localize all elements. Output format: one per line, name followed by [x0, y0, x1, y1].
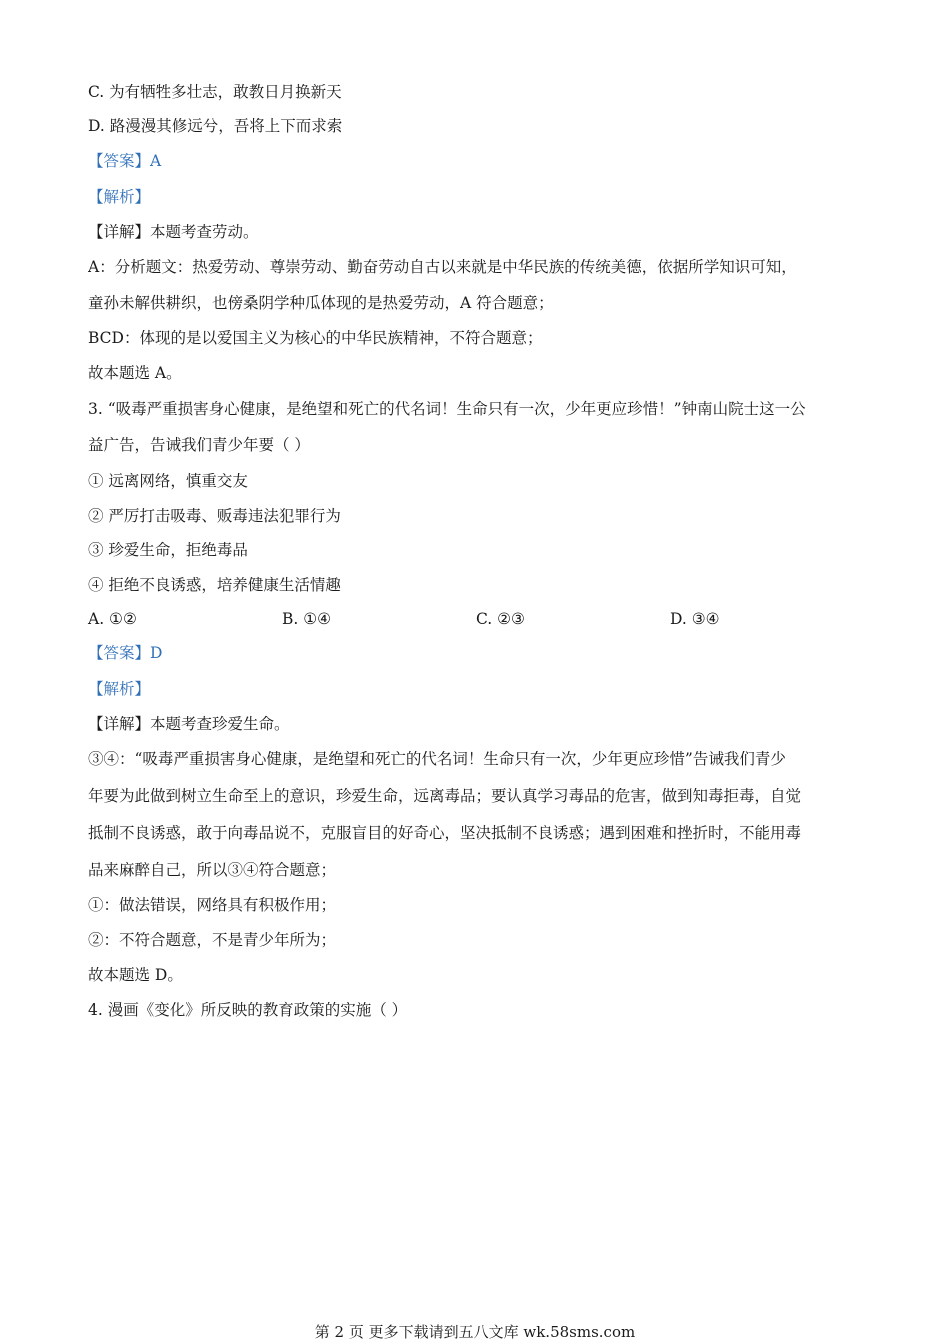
choice-d: D. ③④: [670, 610, 720, 628]
choice-b: B. ①④: [282, 610, 332, 628]
explanation-line: ③④：“吸毒严重损害身心健康，是绝望和死亡的代名词！生命只有一次，少年更应珍惜”告诫我们青少: [88, 750, 786, 768]
detail-line: 【详解】本题考查劳动。: [88, 223, 259, 241]
explanation-line: ②：不符合题意，不是青少年所为；: [88, 931, 337, 949]
question-4-stem: 4. 漫画《变化》所反映的教育政策的实施（ ）: [88, 1001, 408, 1019]
analysis-label: 【解析】: [88, 680, 151, 698]
statement-2: ② 严厉打击吸毒、贩毒违法犯罪行为: [88, 507, 341, 525]
explanation-line: ①：做法错误，网络具有积极作用；: [88, 896, 337, 914]
analysis-label: 【解析】: [88, 188, 151, 206]
option-d-line: D. 路漫漫其修远兮，吾将上下而求索: [88, 117, 343, 135]
statement-1: ① 远离网络，慎重交友: [88, 472, 248, 490]
detail-line: 【详解】本题考查珍爱生命。: [88, 715, 290, 733]
conclusion-line: 故本题选 A。: [88, 364, 182, 382]
option-c-line: C. 为有牺牲多壮志，敢教日月换新天: [88, 83, 342, 101]
answer-line: 【答案】A: [88, 152, 162, 170]
explanation-line: 抵制不良诱惑，敢于向毒品说不，克服盲目的好奇心，坚决抵制不良诱惑；遇到困难和挫折时，不能用毒: [88, 824, 802, 842]
explanation-line: A：分析题文：热爱劳动、尊崇劳动、勤奋劳动自古以来就是中华民族的传统美德，依据所学知识可知，: [88, 258, 797, 276]
explanation-line: 年要为此做到树立生命至上的意识，珍爱生命，远离毒品；要认真学习毒品的危害，做到知毒拒毒，自觉: [88, 787, 802, 805]
explanation-line: 童孙未解供耕织，也傍桑阴学种瓜体现的是热爱劳动，A 符合题意；: [88, 294, 554, 312]
page-footer: 第 2 页 更多下载请到五八文库 wk.58sms.com: [314, 1323, 636, 1341]
choice-c: C. ②③: [476, 610, 525, 628]
conclusion-line: 故本题选 D。: [88, 966, 183, 984]
explanation-line: BCD：体现的是以爱国主义为核心的中华民族精神，不符合题意；: [88, 329, 543, 347]
statement-3: ③ 珍爱生命，拒绝毒品: [88, 541, 248, 559]
question-3-stem: 益广告，告诫我们青少年要（ ）: [88, 436, 310, 454]
explanation-line: 品来麻醉自己，所以③④符合题意；: [88, 861, 337, 879]
choice-a: A. ①②: [88, 610, 137, 628]
statement-4: ④ 拒绝不良诱惑，培养健康生活情趣: [88, 576, 341, 594]
answer-line: 【答案】D: [88, 644, 163, 662]
question-3-stem: 3. “吸毒严重损害身心健康，是绝望和死亡的代名词！生命只有一次，少年更应珍惜！”钟南山院士这一公: [88, 400, 806, 418]
